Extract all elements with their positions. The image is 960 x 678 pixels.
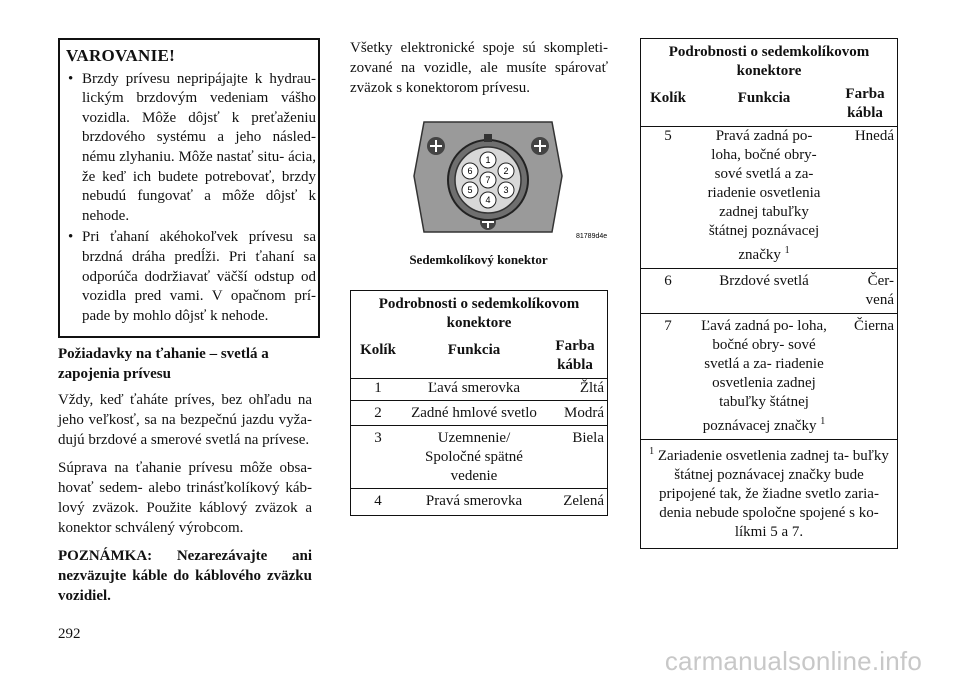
warning-title: VAROVANIE! xyxy=(66,46,176,65)
section-heading: Požiadavky na ťahanie – svetlá a zapojenia prívesu xyxy=(58,346,269,382)
table-title: Podrobnosti o sedemkolíkovom konektore xyxy=(668,44,870,79)
pin-table-2 xyxy=(640,38,898,549)
bullet-icon: • xyxy=(68,229,74,246)
pin-label: 3 xyxy=(503,185,509,195)
table-row: 7 Ľavá zadná po- loha, bočné obry- sové svetlá a za- riadenie osvetlenia zadnej tabuľky štátnej poznávacej značky $^1$ Čierna xyxy=(664,318,894,434)
paragraph: Súprava na ťahanie prívesu môže obsa- hovať sedem- alebo trinásťkolíkový káb- lový zväzok. Použite káblový zväzok a konektor schválený výrobcom. xyxy=(58,460,312,536)
seven-pin-connector-figure xyxy=(412,106,612,250)
pin-label: 6 xyxy=(467,166,473,176)
figure-caption: Sedemkolíkový konektor xyxy=(409,252,548,267)
table-footnote: $^1$ Zariadenie osvetlenia zadnej ta- buľky štátnej poznávacej značky bude pripojené tak, že žiadne svetlo zaria- denia nebude spoločne spojené s ko- líkmi 5 a 7. xyxy=(649,446,889,540)
intro-paragraph: Všetky elektronické spoje sú skompleti- zované na vozidle, ale musíte spárovať zväzok s konektorom prívesu. xyxy=(350,40,608,96)
table-row: 1 Ľavá smerovka Žltá xyxy=(374,380,604,396)
table-row: 4 Pravá smerovka Zelená xyxy=(374,493,604,509)
bullet-icon: • xyxy=(68,70,74,87)
watermark: carmanualsonline.info xyxy=(664,646,922,676)
mount-bolt-icon xyxy=(531,137,549,155)
paragraph: Vždy, keď ťaháte príves, bez ohľadu na jeho veľkosť, sa na bezpečnú jazdu vyža- dujú brzdové a smerové svetlá na prívese. xyxy=(58,392,312,448)
left-column xyxy=(58,344,312,606)
column-header: Kolík xyxy=(360,342,396,358)
column-header: Funkcia xyxy=(447,342,501,358)
page-number: 292 xyxy=(58,626,81,642)
pin-label: 1 xyxy=(485,155,491,165)
footnote-mark: 1 xyxy=(784,245,790,256)
table-row: 5 Pravá zadná po- loha, bočné obry- sové svetlá a za- riadenie osvetlenia zadnej tabuľky štátnej poznávacej značky $^1$ Hnedá xyxy=(664,128,894,263)
warning-item: • Pri ťahaní akéhokoľvek prívesu sa brzdná dráha predĺži. Pri ťahaní sa odporúča dodržiavať väčší odstup od vozidla pred vami. V opačnom prí- pade by mohlo dôjsť k nehode. xyxy=(68,229,316,324)
pin-table-1 xyxy=(350,290,608,516)
figure-code: 81789d4e xyxy=(576,233,608,240)
table-row: 2 Zadné hmlové svetlo Modrá xyxy=(374,405,604,421)
warning-list xyxy=(66,70,316,327)
pin-label: 4 xyxy=(485,195,491,205)
warning-box xyxy=(58,38,320,338)
pin-label: 5 xyxy=(467,185,473,195)
column-header: Farba kábla xyxy=(845,86,885,121)
mount-bolt-icon xyxy=(427,137,445,155)
pin-label: 7 xyxy=(485,175,491,185)
note: POZNÁMKA: Nezarezávajte ani nezväzujte káble do káblového zväzku vozidiel. xyxy=(58,548,312,604)
socket-key xyxy=(484,134,492,142)
table-row: 6 Brzdové svetlá Čer- vená xyxy=(664,273,894,308)
footnote-mark: 1 xyxy=(820,416,826,427)
column-header: Kolík xyxy=(650,90,686,106)
table-title: Podrobnosti o sedemkolíkovom konektore xyxy=(378,296,580,331)
table-row: 3 Uzemnenie/ Spoločné spätné vedenie Biela xyxy=(374,430,604,484)
column-header: Farba kábla xyxy=(555,338,595,373)
pin-label: 2 xyxy=(503,166,509,176)
column-header: Funkcia xyxy=(737,90,791,106)
warning-item: • Brzdy prívesu nepripájajte k hydrau- lickým brzdovým vedeniam vášho vozidla. Môže dôjsť k preťaženiu brzdového systému a jeho násled- nému zlyhaniu. Môže nastať situ- ácia, že keď ich budete potrebovať, brzdy nebudú fungovať a môže dôjsť k nehode. xyxy=(68,70,316,224)
